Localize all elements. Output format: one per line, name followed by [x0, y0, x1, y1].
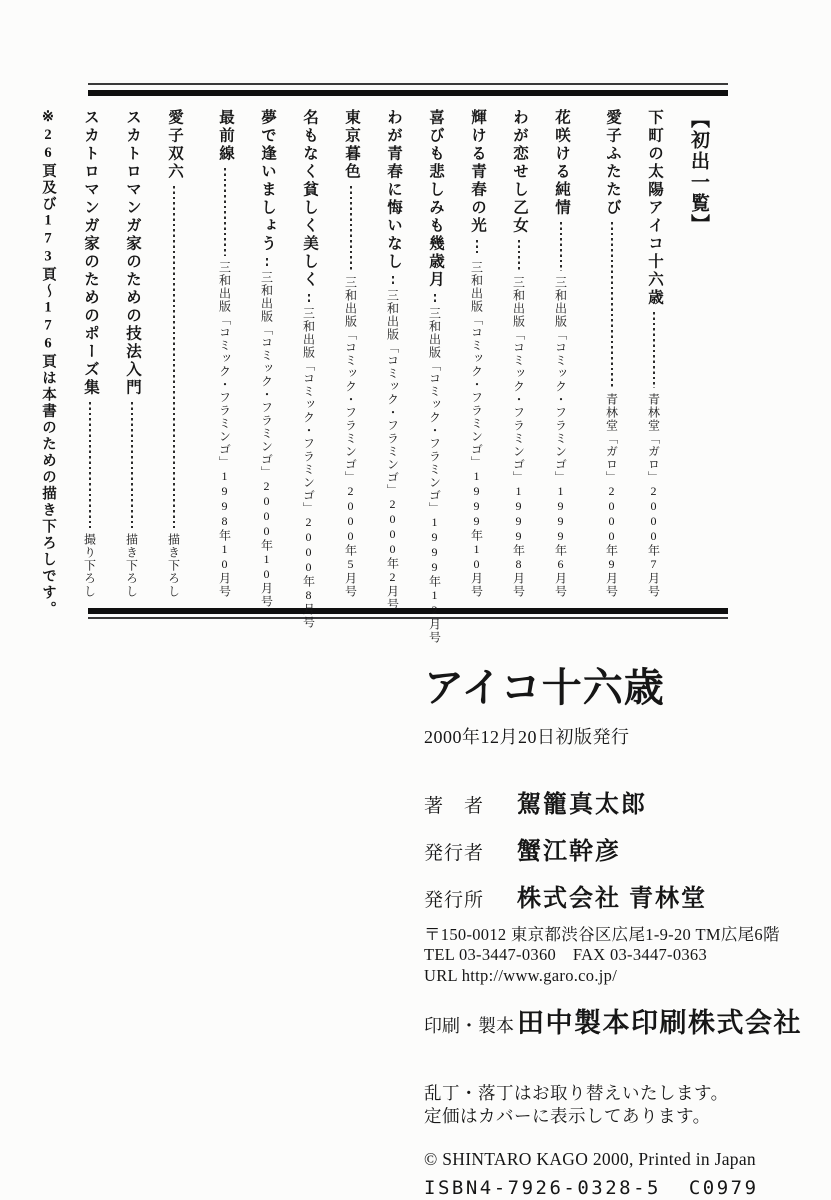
publication-source: 描き下ろし	[124, 533, 139, 598]
work-title: 最前線	[217, 109, 234, 163]
publication-source: 青林堂「ガロ」2000年7月号	[646, 393, 661, 598]
dot-leader	[350, 186, 352, 271]
price-notice: 定価はカバーに表示してあります。	[424, 1106, 711, 1127]
credit-value-publisher-person: 蟹江幹彦	[517, 839, 621, 865]
credit-value-publisher-company: 株式会社 青林堂	[517, 886, 707, 912]
publication-source: 三和出版「コミック・フラミンゴ」1999年6月号	[553, 276, 568, 598]
work-title: スカトロマンガ家のための技法入門	[124, 109, 141, 397]
publisher-address-block	[424, 925, 824, 986]
dot-leader	[131, 402, 133, 528]
first-publication-entry	[643, 109, 665, 598]
work-title: 東京暮色	[343, 109, 360, 181]
work-title: 輝ける青春の光	[469, 109, 486, 235]
dot-leader	[224, 168, 226, 256]
colophon-info	[424, 666, 824, 1199]
dot-leader	[266, 258, 268, 266]
publication-source: 三和出版「コミック・フラミンゴ」1999年10月号	[469, 261, 484, 598]
first-publication-entry	[79, 109, 101, 598]
credit-label-author: 著 者	[424, 796, 485, 817]
dot-leader	[611, 222, 613, 388]
credit-row-author	[424, 784, 824, 819]
first-publication-entry	[214, 109, 236, 598]
dot-leader	[560, 222, 562, 271]
first-publication-entry	[163, 109, 185, 598]
dot-leader	[308, 294, 310, 302]
publication-source: 三和出版「コミック・フラミンゴ」1998年10月号	[217, 261, 232, 598]
credit-label-publisher-person: 発行者	[424, 843, 485, 864]
work-title: 名もなく貧しく美しく	[301, 109, 318, 289]
printer-row	[424, 1001, 824, 1040]
work-title: 愛子ふたたび	[604, 109, 621, 217]
edition-date: 2000年12月20日初版発行	[424, 727, 630, 747]
defective-copy-notice: 乱丁・落丁はお取り替えいたします。	[424, 1083, 729, 1104]
work-title: 下町の太陽アイコ十六歳	[646, 109, 663, 307]
work-title: 喜びも悲しみも幾歳月	[427, 109, 444, 289]
publication-source: 描き下ろし	[166, 533, 181, 598]
work-title: わが恋せし乙女	[511, 109, 528, 235]
work-title: 夢で逢いましょう	[259, 109, 276, 253]
first-publication-entry	[466, 109, 488, 598]
first-publication-entry	[601, 109, 623, 598]
first-publication-header-text: 【初出一覧】	[688, 109, 709, 235]
first-publication-note	[38, 109, 59, 618]
work-title: 花咲ける純情	[553, 109, 570, 217]
dot-leader	[518, 240, 520, 271]
postal-address: 〒150-0012 東京都渋谷区広尾1-9-20 TM広尾6階	[424, 925, 780, 944]
publication-source: 三和出版「コミック・フラミンゴ」2000年2月号	[385, 289, 400, 611]
work-title: わが青春に悔いなし	[385, 109, 402, 271]
work-title: 愛子双六	[166, 109, 183, 181]
first-publication-entry	[382, 109, 404, 611]
isbn-line: ISBN4-7926-0328-5 C0979	[424, 1176, 759, 1199]
dot-leader	[434, 294, 436, 302]
printer-label: 印刷・製本	[424, 1016, 514, 1037]
first-publication-entry	[550, 109, 572, 598]
publication-source: 青林堂「ガロ」2000年9月号	[604, 393, 619, 598]
credit-label-publisher-company: 発行所	[424, 890, 485, 911]
credit-row-publisher-person	[424, 831, 824, 866]
publication-source: 三和出版「コミック・フラミンゴ」2000年8月号	[301, 307, 316, 629]
dot-leader	[476, 240, 478, 256]
bottom-thin-rule	[88, 617, 728, 619]
work-title: スカトロマンガ家のためのポーズ集	[82, 109, 99, 397]
publication-source: 三和出版「コミック・フラミンゴ」1999年12月号	[427, 307, 442, 644]
purchase-notices	[424, 1082, 824, 1128]
copyright-line: © SHINTARO KAGO 2000, Printed in Japan	[424, 1148, 756, 1169]
first-publication-entry	[298, 109, 320, 629]
dot-leader	[89, 402, 91, 528]
publication-source: 三和出版「コミック・フラミンゴ」2000年10月号	[259, 271, 274, 608]
tel-fax: TEL 03-3447-0360 FAX 03-3447-0363	[424, 945, 708, 965]
first-publication-entry	[121, 109, 143, 598]
publication-source: 三和出版「コミック・フラミンゴ」2000年5月号	[343, 276, 358, 598]
publication-source: 三和出版「コミック・フラミンゴ」1999年8月号	[511, 276, 526, 598]
dot-leader	[653, 312, 655, 388]
credit-row-publisher-company	[424, 878, 824, 913]
first-publication-entry	[508, 109, 530, 598]
dot-leader	[173, 186, 175, 528]
first-publication-list	[40, 96, 728, 644]
bottom-double-rule	[88, 608, 728, 619]
first-publication-entry	[256, 109, 278, 608]
first-publication-note-text: ※26頁及び173頁～176頁は本書のための描き下ろしです。	[40, 109, 56, 618]
book-title: アイコ十六歳	[424, 665, 665, 710]
printer-value: 田中製本印刷株式会社	[517, 1008, 802, 1039]
publication-source: 撮り下ろし	[82, 533, 97, 598]
first-publication-header	[685, 109, 712, 598]
first-publication-entry	[340, 109, 362, 598]
first-publication-box	[40, 83, 728, 644]
credit-value-author: 駕籠真太郎	[517, 792, 647, 818]
first-publication-entry	[424, 109, 446, 644]
dot-leader	[392, 276, 394, 284]
publisher-url: URL http://www.garo.co.jp/	[424, 965, 618, 985]
top-double-rule	[88, 83, 728, 96]
